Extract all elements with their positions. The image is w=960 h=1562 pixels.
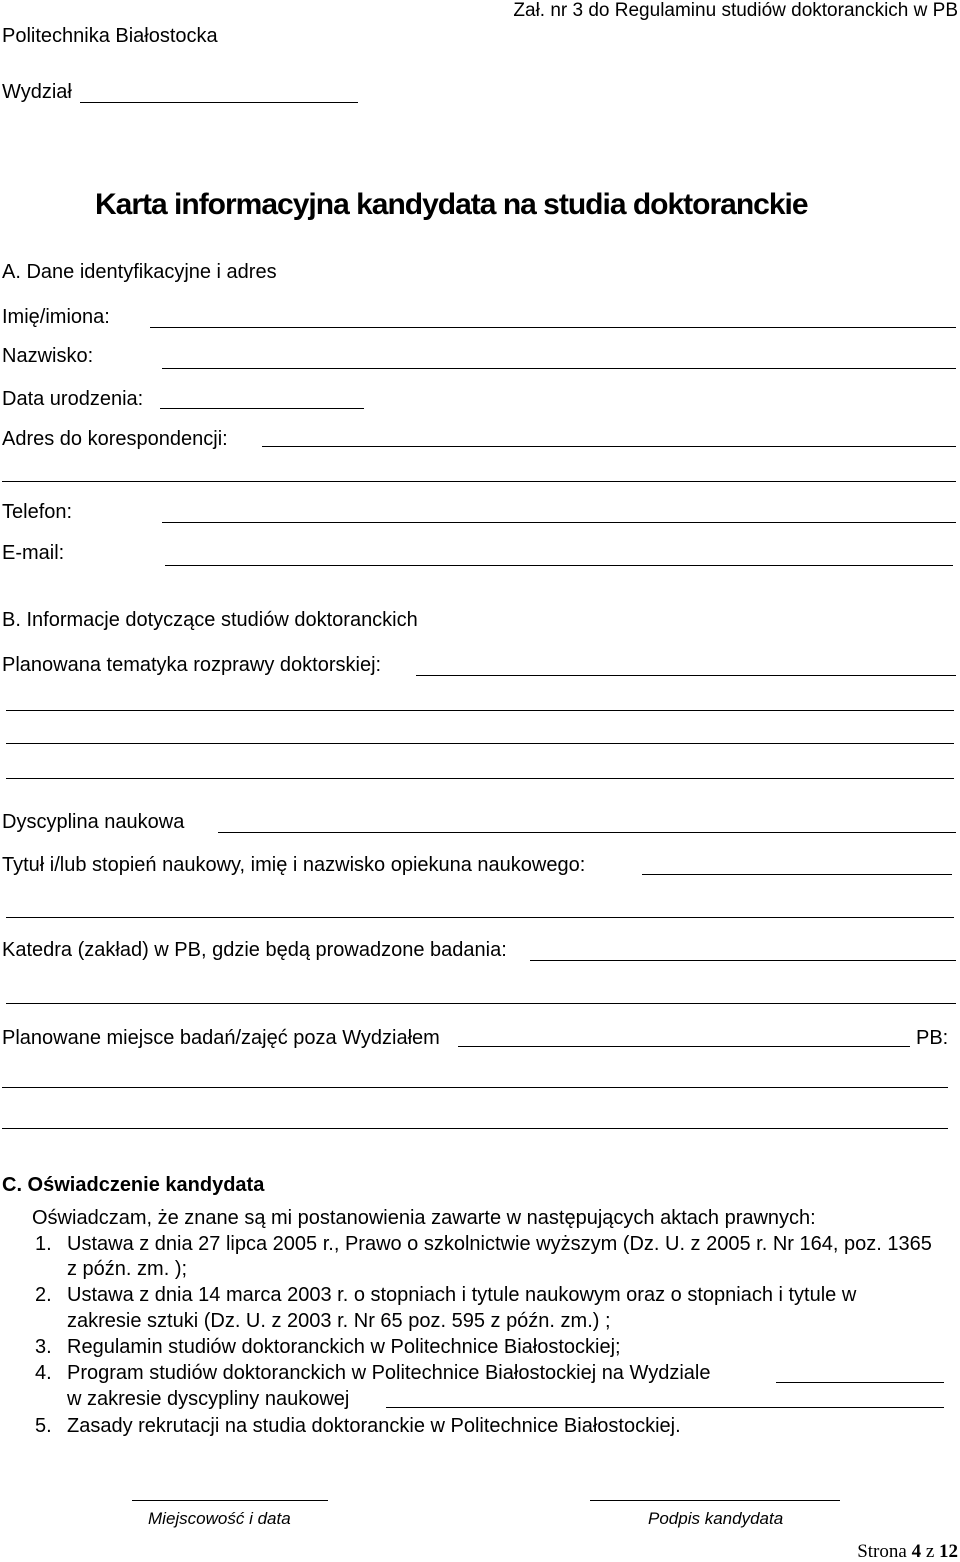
external-place-field-line-2[interactable] xyxy=(2,1087,948,1088)
department-field-line-2[interactable] xyxy=(6,1003,956,1004)
section-c-heading: C. Oświadczenie kandydata xyxy=(2,1174,265,1196)
phone-label: Telefon: xyxy=(2,501,73,523)
first-names-field-line[interactable] xyxy=(150,327,956,328)
external-place-field-line-3[interactable] xyxy=(2,1128,948,1129)
address-field-line-2[interactable] xyxy=(2,481,956,482)
section-a-heading: A. Dane identyfikacyjne i adres xyxy=(2,261,277,283)
declaration-item-text: Program studiów doktoranckich w Politechnice Białostockiej na Wydziale xyxy=(67,1362,711,1384)
declaration-item-number: 1. xyxy=(35,1233,52,1255)
declaration-item-text: Ustawa z dnia 14 marca 2003 r. o stopniach i tytule naukowym oraz o stopniach i tytule w xyxy=(67,1284,857,1306)
external-place-field-line-1[interactable] xyxy=(458,1046,910,1047)
email-label: E-mail: xyxy=(2,542,65,564)
declaration-item-text: Regulamin studiów doktoranckich w Politechnice Białostockiej; xyxy=(67,1336,621,1358)
place-date-signature-line[interactable] xyxy=(132,1500,328,1501)
department-label: Katedra (zakład) w PB, gdzie będą prowadzone badania: xyxy=(2,939,507,961)
page-of-word: z xyxy=(925,1541,935,1562)
declaration-item-text-cont: zakresie sztuki (Dz. U. z 2003 r. Nr 65 poz. 595 z późn. zm.) ; xyxy=(67,1310,611,1332)
topic-label: Planowana tematyka rozprawy doktorskiej: xyxy=(2,654,382,676)
topic-field-line-2[interactable] xyxy=(6,710,954,711)
candidate-signature-line[interactable] xyxy=(590,1500,840,1501)
place-date-caption: Miejscowość i data xyxy=(148,1509,291,1528)
address-label: Adres do korespondencji: xyxy=(2,428,228,450)
surname-field-line[interactable] xyxy=(162,368,956,369)
declaration-item-number: 2. xyxy=(35,1284,52,1306)
declaration-item-number: 5. xyxy=(35,1415,52,1437)
declaration-intro: Oświadczam, że znane są mi postanowienia zawarte w następujących aktach prawnych: xyxy=(32,1207,816,1229)
declaration-item-text: Ustawa z dnia 27 lipca 2005 r., Prawo o szkolnictwie wyższym (Dz. U. z 2005 r. Nr 164, poz. 1365 xyxy=(67,1233,932,1255)
discipline-label: Dyscyplina naukowa xyxy=(2,811,185,833)
first-names-label: Imię/imiona: xyxy=(2,306,110,328)
header-institution: Politechnika Białostocka xyxy=(2,25,218,47)
address-field-line-1[interactable] xyxy=(262,446,956,447)
surname-label: Nazwisko: xyxy=(2,345,94,367)
external-place-label: Planowane miejsce badań/zajęć poza Wydziałem xyxy=(2,1027,440,1049)
discipline-field-line[interactable] xyxy=(218,832,956,833)
declaration-item-text-cont: w zakresie dyscypliny naukowej xyxy=(67,1388,350,1410)
section-b-heading: B. Informacje dotyczące studiów doktoranckich xyxy=(2,609,418,631)
supervisor-label: Tytuł i/lub stopień naukowy, imię i nazwisko opiekuna naukowego: xyxy=(2,854,586,876)
topic-field-line-4[interactable] xyxy=(6,778,954,779)
department-field-line-1[interactable] xyxy=(530,960,956,961)
faculty-field-line[interactable] xyxy=(80,102,358,103)
faculty-program-field-line[interactable] xyxy=(776,1382,944,1383)
phone-field-line[interactable] xyxy=(162,522,956,523)
declaration-item-text: Zasady rekrutacji na studia doktoranckie w Politechnice Białostockiej. xyxy=(67,1415,681,1437)
page-total: 12 xyxy=(939,1541,958,1562)
header-attachment-note: Zał. nr 3 do Regulaminu studiów doktoranckich w PB xyxy=(513,0,958,21)
declaration-item-text-cont: z późn. zm. ); xyxy=(67,1258,188,1280)
page-current: 4 xyxy=(911,1541,922,1562)
page-title: Karta informacyjna kandydata na studia doktoranckie xyxy=(95,188,808,221)
topic-field-line-3[interactable] xyxy=(6,743,954,744)
supervisor-field-line-1[interactable] xyxy=(642,874,952,875)
declaration-item-number: 3. xyxy=(35,1336,52,1358)
page-number xyxy=(857,1542,958,1561)
declaration-item-number: 4. xyxy=(35,1362,52,1384)
program-discipline-field-line[interactable] xyxy=(386,1407,944,1408)
faculty-label: Wydział xyxy=(2,81,72,103)
topic-field-line-1[interactable] xyxy=(416,675,956,676)
external-place-suffix: PB: xyxy=(916,1027,949,1049)
birth-date-label: Data urodzenia: xyxy=(2,388,144,410)
birth-date-field-line[interactable] xyxy=(160,408,364,409)
page-word: Strona xyxy=(857,1541,907,1562)
supervisor-field-line-2[interactable] xyxy=(6,917,954,918)
candidate-signature-caption: Podpis kandydata xyxy=(648,1509,784,1528)
email-field-line[interactable] xyxy=(165,565,953,566)
